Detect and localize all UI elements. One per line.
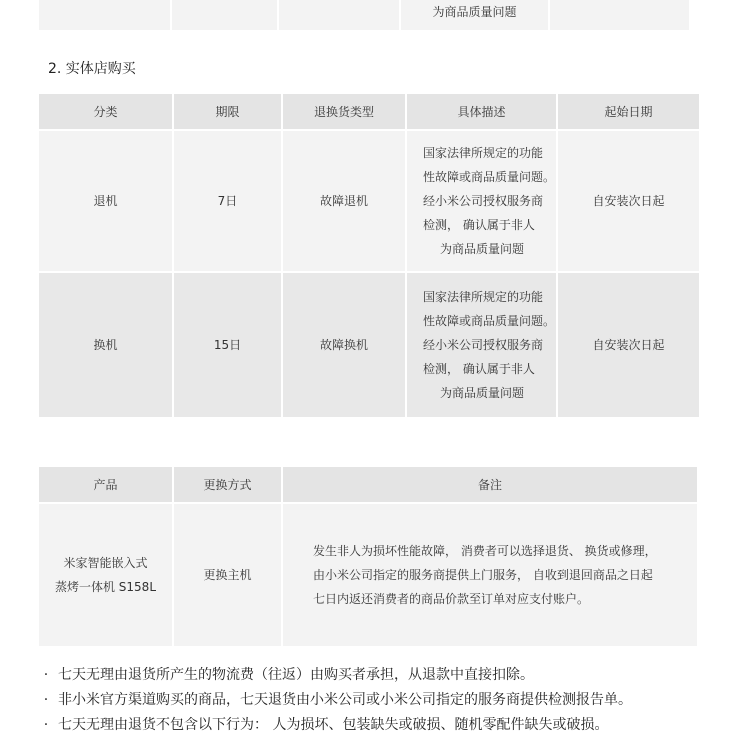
- desc-line: 检测， 确认属于非人: [423, 218, 535, 232]
- header-method: 更换方式: [174, 467, 281, 502]
- product-name-line: 蒸烤一体机 S158L: [54, 580, 157, 594]
- desc-line: 国家法律所规定的功能: [423, 290, 544, 304]
- product-table: [37, 467, 699, 646]
- fragment-col-1: [39, 0, 170, 30]
- bullet-dot: ·: [43, 717, 49, 733]
- header-period: 期限: [174, 94, 281, 129]
- bullet-dot: ·: [43, 667, 49, 683]
- store-purchase-table: [37, 94, 701, 417]
- fragment-col-2: [172, 0, 277, 30]
- bullet-text: 非小米官方渠道购买的商品，七天退货由小米公司或小米公司指定的服务商提供检测报告单。: [58, 692, 632, 708]
- row-category: 退机: [39, 131, 172, 271]
- header-product: 产品: [39, 467, 172, 502]
- header-note: 备注: [283, 467, 697, 502]
- table-row: [39, 131, 699, 271]
- row-description: [407, 273, 556, 417]
- desc-line: 性故障或商品质量问题。: [423, 170, 556, 184]
- row-product: [39, 504, 172, 646]
- note-line: 七日内返还消费者的商品价款至订单对应支付账户。: [313, 592, 590, 606]
- table-header-row: [39, 467, 697, 502]
- table-row: [39, 504, 697, 646]
- row-category: 换机: [39, 273, 172, 417]
- previous-table-fragment: [39, 0, 689, 30]
- row-type: 故障换机: [283, 273, 405, 417]
- header-category: 分类: [39, 94, 172, 129]
- fragment-col-5: [550, 0, 689, 30]
- bullet-dot: ·: [43, 692, 49, 708]
- list-item: [40, 664, 740, 686]
- list-item: [40, 689, 740, 711]
- row-start-date: 自安装次日起: [558, 273, 699, 417]
- desc-line: 检测， 确认属于非人: [423, 362, 535, 376]
- desc-line: 经小米公司授权服务商: [423, 338, 544, 352]
- header-start-date: 起始日期: [558, 94, 699, 129]
- row-period: 7日: [174, 131, 281, 271]
- table-row: [39, 273, 699, 417]
- fragment-col-4: [401, 0, 548, 30]
- row-type: 故障退机: [283, 131, 405, 271]
- row-note: [283, 504, 697, 646]
- desc-line: 经小米公司授权服务商: [423, 194, 544, 208]
- row-description: [407, 131, 556, 271]
- notes-list: [40, 664, 740, 736]
- product-name-line: 米家智能嵌入式: [63, 556, 148, 570]
- desc-line: 性故障或商品质量问题。: [423, 314, 556, 328]
- table-header-row: [39, 94, 699, 129]
- fragment-col-3: [279, 0, 399, 30]
- bullet-text: 七天无理由退货不包含以下行为： 人为损坏、包装缺失或破损、随机零配件缺失或破损。: [58, 717, 609, 733]
- row-period: 15日: [174, 273, 281, 417]
- section-title: 2. 实体店购买: [48, 61, 136, 77]
- row-method: 更换主机: [174, 504, 281, 646]
- note-line: 发生非人为损坏性能故障， 消费者可以选择退货、 换货或修理，: [313, 544, 657, 558]
- desc-line: 国家法律所规定的功能: [423, 146, 544, 160]
- desc-line: 为商品质量问题: [440, 386, 525, 400]
- fragment-desc-text: 为商品质量问题: [432, 5, 517, 19]
- note-line: 由小米公司指定的服务商提供上门服务， 自收到退回商品之日起: [313, 568, 653, 582]
- header-description: 具体描述: [407, 94, 556, 129]
- header-type: 退换货类型: [283, 94, 405, 129]
- bullet-text: 七天无理由退货所产生的物流费（往返）由购买者承担，从退款中直接扣除。: [58, 667, 534, 683]
- row-start-date: 自安装次日起: [558, 131, 699, 271]
- desc-line: 为商品质量问题: [440, 242, 525, 256]
